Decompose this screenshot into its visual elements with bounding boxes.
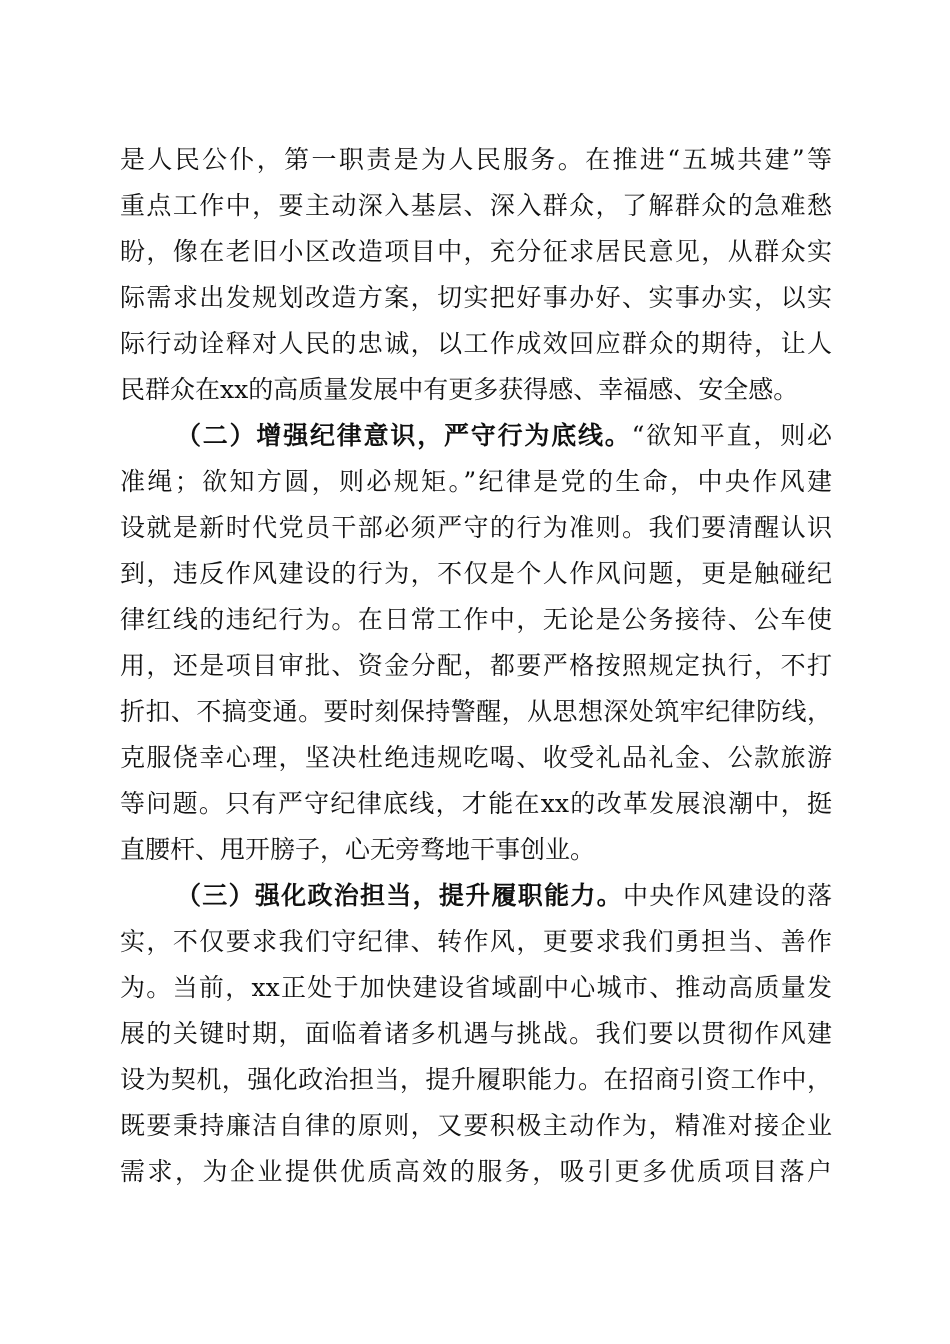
text-line: 律红线的违纪行为。在日常工作中，无论是公务接待、公车使 — [120, 605, 832, 634]
text-line: 准绳；欲知方圆，则必规矩。”纪律是党的生命，中央作风建 — [120, 467, 832, 496]
section-heading-line — [176, 421, 832, 451]
section-heading: （二）增强纪律意识，严守行为底线。 — [176, 421, 632, 450]
text-line: 展的关键时期，面临着诸多机遇与挑战。我们要以贯彻作风建 — [120, 1019, 832, 1048]
text-line: 际需求出发规划改造方案，切实把好事办好、实事办实，以实 — [120, 283, 832, 312]
text-span: “欲知平直，则必 — [631, 421, 832, 450]
text-span: 中央作风建设的落 — [622, 881, 832, 910]
text-line: 用，还是项目审批、资金分配，都要严格按照规定执行，不打 — [120, 651, 832, 680]
text-line: 为。当前，xx正处于加快建设省域副中心城市、推动高质量发 — [120, 973, 832, 1002]
text-line: 实，不仅要求我们守纪律、转作风，更要求我们勇担当、善作 — [120, 927, 832, 956]
text-line: 重点工作中，要主动深入基层、深入群众，了解群众的急难愁 — [120, 191, 832, 220]
text-line: 设为契机，强化政治担当，提升履职能力。在招商引资工作中， — [120, 1065, 832, 1094]
text-line: 是人民公仆，第一职责是为人民服务。在推进“五城共建”等 — [120, 145, 832, 174]
text-line: 折扣、不搞变通。要时刻保持警醒，从思想深处筑牢纪律防线， — [120, 697, 832, 726]
text-line: 际行动诠释对人民的忠诚，以工作成效回应群众的期待，让人 — [120, 329, 832, 358]
text-line: 既要秉持廉洁自律的原则，又要积极主动作为，精准对接企业 — [120, 1111, 832, 1140]
section-heading: （三）强化政治担当，提升履职能力。 — [176, 881, 623, 910]
text-line: 需求，为企业提供优质高效的服务，吸引更多优质项目落户 — [120, 1157, 832, 1186]
text-line: 设就是新时代党员干部必须严守的行为准则。我们要清醒认识 — [120, 513, 832, 542]
text-line: 克服侥幸心理，坚决杜绝违规吃喝、收受礼品礼金、公款旅游 — [120, 743, 832, 772]
text-line: 盼，像在老旧小区改造项目中，充分征求居民意见，从群众实 — [120, 237, 832, 266]
section-heading-line — [176, 881, 832, 911]
text-line: 直腰杆、甩开膀子，心无旁骛地干事创业。 — [120, 835, 596, 864]
text-line: 等问题。只有严守纪律底线，才能在xx的改革发展浪潮中，挺 — [120, 789, 832, 818]
text-line: 到，违反作风建设的行为，不仅是个人作风问题，更是触碰纪 — [120, 559, 832, 588]
text-line: 民群众在xx的高质量发展中有更多获得感、幸福感、安全感。 — [120, 375, 799, 404]
